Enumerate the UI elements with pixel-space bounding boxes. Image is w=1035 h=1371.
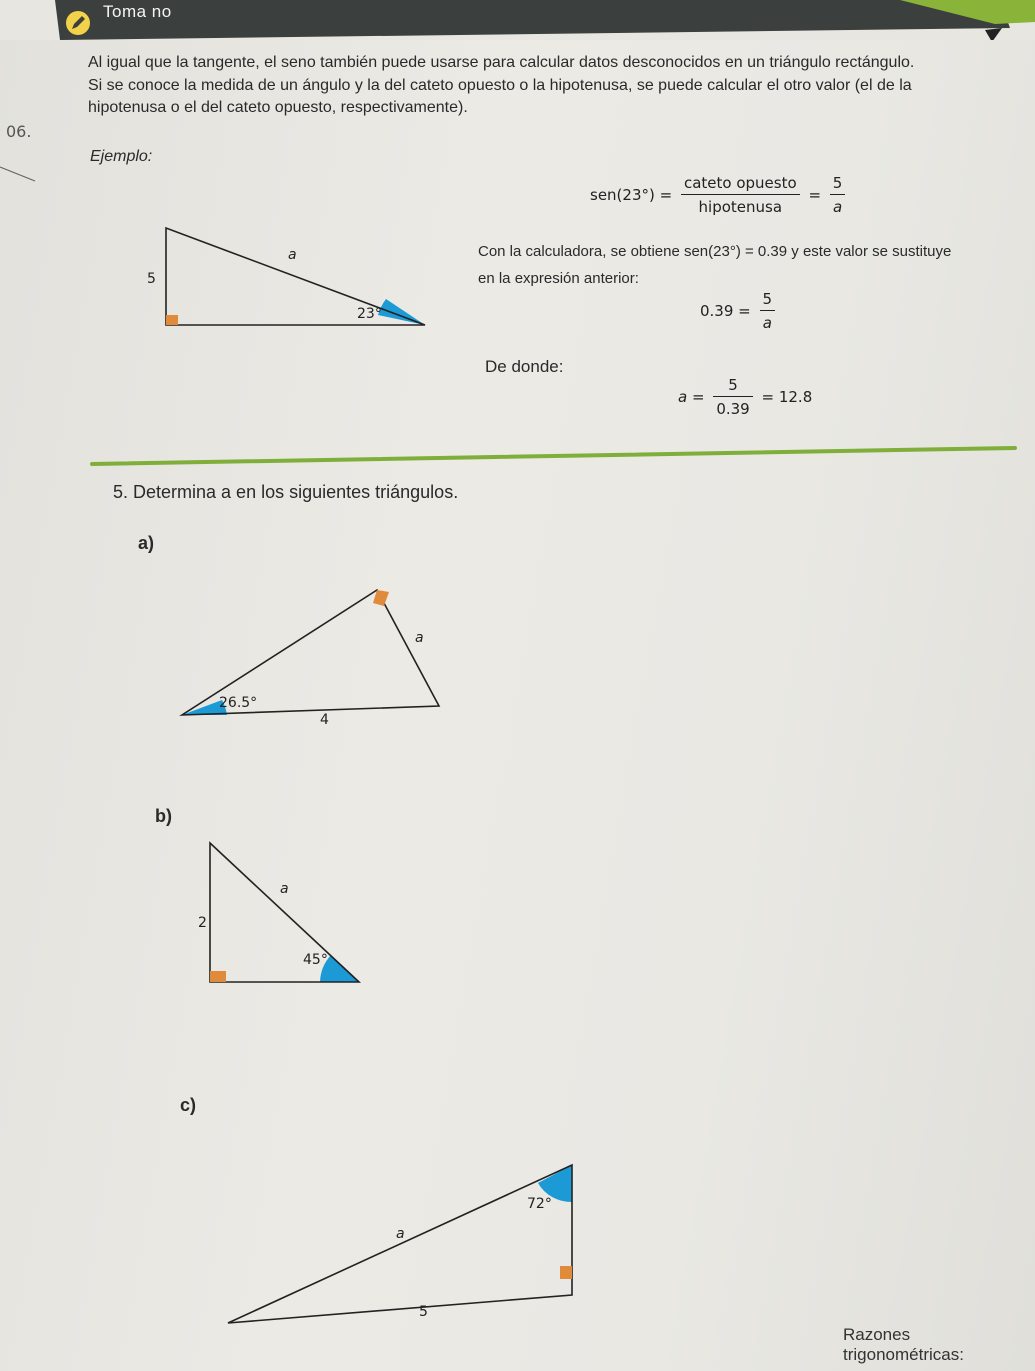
intro-line-3: hipotenusa o el del cateto opuesto, respectivamente). <box>88 99 468 116</box>
fraction-num: 5 <box>830 174 846 195</box>
pencil-icon <box>65 10 91 36</box>
fraction-den: a <box>832 198 843 216</box>
equation-lhs: 0.39 = <box>700 302 751 320</box>
formula-sen-23 <box>590 174 849 216</box>
example-title: Ejemplo: <box>90 148 153 165</box>
triangle-b-leg-label: 2 <box>198 915 207 931</box>
triangle-b <box>200 835 370 995</box>
equation-0-39 <box>700 290 779 332</box>
triangle-c-base-label: 5 <box>419 1304 428 1320</box>
margin-note: 06. <box>6 122 32 141</box>
item-c-label: c) <box>180 1095 197 1115</box>
example-triangle <box>150 222 440 342</box>
calc-text: Con la calculadora, se obtiene sen(23°) = 0.39 y este valor se sustituye <box>478 243 952 260</box>
fraction-num: cateto opuesto <box>681 174 800 195</box>
fraction-5-a <box>760 290 776 332</box>
fraction-ratio <box>681 174 800 216</box>
equation-rhs: = 12.8 <box>761 388 813 406</box>
triangle-b-angle-label: 45° <box>303 952 328 968</box>
fraction-5-039 <box>713 376 752 418</box>
intro-line-1: Al igual que la tangente, el seno también puede usarse para calcular datos desconocidos en un triángulo rectángulo. <box>88 54 915 71</box>
fraction-num: 5 <box>713 376 752 397</box>
footer-text: Razones trigonométricas: <box>843 1325 964 1364</box>
example-side-label: 5 <box>147 271 156 287</box>
intro-line-2: Si se conoce la medida de un ángulo y la del cateto opuesto o la hipotenusa, se puede calcular el otro valor (el de la <box>88 77 912 94</box>
triangle-a-angle-label: 26.5° <box>219 695 258 711</box>
triangle-c-side-label: a <box>396 1226 405 1242</box>
equals-sign: = <box>808 186 822 204</box>
margin-mark <box>0 155 40 185</box>
triangle-c <box>220 1155 590 1335</box>
calc-text-line-2: en la expresión anterior: <box>478 270 639 287</box>
item-b-label: b) <box>155 806 172 826</box>
equation-lhs: a = <box>678 388 705 406</box>
item-a-label: a) <box>138 533 155 553</box>
example-hyp-label: a <box>288 247 297 263</box>
triangle-a <box>170 580 460 730</box>
fraction-5-a <box>830 174 846 216</box>
fraction-den: hipotenusa <box>698 198 783 216</box>
fraction-den: 0.39 <box>716 400 750 418</box>
header-label: Toma no <box>103 2 172 21</box>
fraction-den: a <box>762 314 772 332</box>
section-divider <box>90 440 1020 470</box>
triangle-a-base-label: 4 <box>320 712 329 728</box>
de-donde-label: De donde: <box>485 357 564 376</box>
triangle-a-side-label: a <box>415 630 424 646</box>
triangle-b-side-label: a <box>280 881 289 897</box>
example-angle-label: 23° <box>357 306 382 322</box>
equation-result <box>678 376 812 418</box>
formula-lhs: sen(23°) = <box>590 186 673 204</box>
exercise-title: 5. Determina a en los siguientes triángulos. <box>113 482 459 502</box>
fraction-num: 5 <box>760 290 776 311</box>
triangle-c-angle-label: 72° <box>527 1196 552 1212</box>
